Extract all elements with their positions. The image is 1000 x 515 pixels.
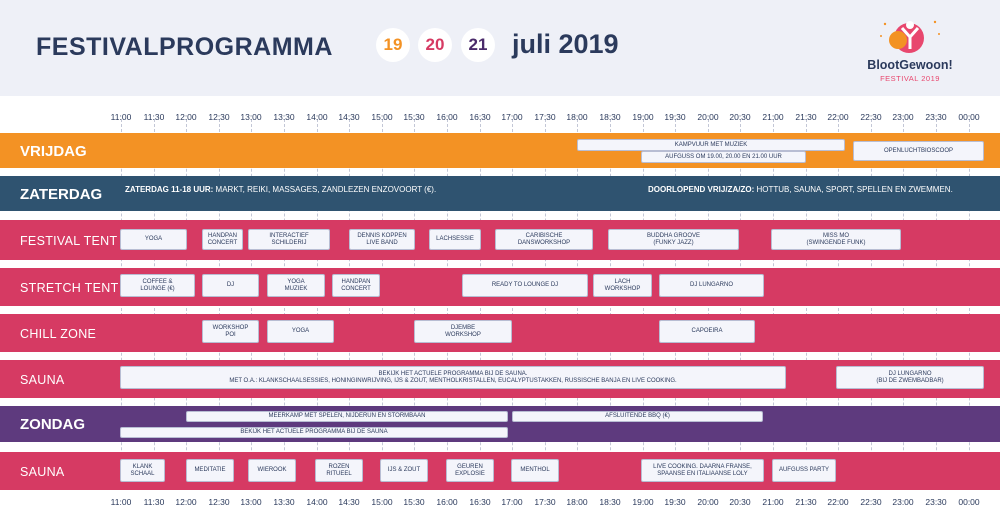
event-live-cooking[interactable]: LIVE COOKING. DAARNA FRANSE, SPAANSE EN ITALIAANSE LOLY [641, 459, 764, 482]
time-tick-bottom: 15:30 [403, 497, 425, 507]
event-sauna-programma-zondag[interactable]: BEKIJK HET ACTUELE PROGRAMMA BIJ DE SAUNA [120, 427, 508, 438]
event-klank-schaal[interactable]: KLANK SCHAAL [120, 459, 165, 482]
event-afsluitende-bbq[interactable]: AFSLUITENDE BBQ (€) [512, 411, 763, 422]
event-lach-workshop[interactable]: LACH WORKSHOP [593, 274, 652, 297]
event-interactief-schilderij[interactable]: INTERACTIEF SCHILDERIJ [248, 229, 330, 250]
event-menthol[interactable]: MENTHOL [511, 459, 559, 482]
time-tick-bottom: 20:30 [729, 497, 751, 507]
time-tick-top: 00:00 [958, 112, 980, 122]
time-tick-bottom: 11:30 [143, 497, 165, 507]
event-kampvuur[interactable]: KAMPVUUR MET MUZIEK [577, 139, 845, 151]
event-geuren-explosie[interactable]: GEUREN EXPLOSIE [446, 459, 494, 482]
doorlopend-note: DOORLOPEND VRIJ/ZA/ZO: HOTTUB, SAUNA, SPORT, SPELLEN EN ZWEMMEN. [648, 185, 953, 194]
event-djembe-workshop[interactable]: DJEMBE WORKSHOP [414, 320, 512, 343]
row-sauna-zondag [0, 452, 1000, 490]
time-tick-top: 22:30 [860, 112, 882, 122]
month-label: juli 2019 [512, 29, 619, 59]
event-dennis-koppen[interactable]: DENNIS KOPPEN LIVE BAND [349, 229, 415, 250]
time-tick-top: 19:00 [632, 112, 654, 122]
logo-name: BlootGewoon! [867, 58, 953, 72]
event-dj-lungarno[interactable]: DJ LUNGARNO [659, 274, 764, 297]
time-tick-top: 18:00 [566, 112, 588, 122]
time-tick-top: 12:00 [175, 112, 197, 122]
event-yoga-muziek[interactable]: YOGA MUZIEK [267, 274, 325, 297]
row-label: FESTIVAL TENT [20, 234, 118, 248]
row-sauna-zaterdag [0, 360, 1000, 398]
row-label: STRETCH TENT [20, 281, 119, 295]
event-dj-lungarno-zwembadbar[interactable]: DJ LUNGARNO (BIJ DE ZWEMBADBAR) [836, 366, 984, 389]
event-handpan-concert-2[interactable]: HANDPAN CONCERT [332, 274, 380, 297]
time-tick-bottom: 15:00 [371, 497, 393, 507]
time-tick-top: 14:30 [338, 112, 360, 122]
heart-figure-icon [855, 14, 965, 60]
time-tick-bottom: 11:00 [110, 497, 132, 507]
time-tick-top: 21:00 [762, 112, 784, 122]
time-tick-top: 23:30 [925, 112, 947, 122]
event-openluchtbioscoop[interactable]: OPENLUCHTBIOSCOOP [853, 141, 984, 161]
event-aufguss[interactable]: AUFGUSS OM 19.00, 20.00 EN 21.00 UUR [641, 151, 806, 163]
time-tick-top: 16:30 [469, 112, 491, 122]
time-tick-bottom: 12:00 [175, 497, 197, 507]
row-stretch-tent [0, 268, 1000, 306]
event-aufguss-party[interactable]: AUFGUSS PARTY [772, 459, 836, 482]
time-tick-top: 15:30 [403, 112, 425, 122]
row-label: ZATERDAG [20, 186, 103, 203]
row-label: VRIJDAG [20, 143, 87, 160]
day-19-badge: 19 [376, 28, 410, 62]
time-tick-top: 19:30 [664, 112, 686, 122]
time-tick-bottom: 20:00 [697, 497, 719, 507]
time-tick-top: 12:30 [208, 112, 230, 122]
event-dj[interactable]: DJ [202, 274, 259, 297]
event-coffee-lounge[interactable]: COFFEE & LOUNGE (€) [120, 274, 195, 297]
event-wierook[interactable]: WIEROOK [248, 459, 296, 482]
event-lachsessie[interactable]: LACHSESSIE [429, 229, 481, 250]
time-tick-top: 21:30 [795, 112, 817, 122]
time-tick-bottom: 14:30 [338, 497, 360, 507]
time-tick-bottom: 18:00 [566, 497, 588, 507]
time-tick-top: 23:00 [892, 112, 914, 122]
time-tick-bottom: 23:00 [892, 497, 914, 507]
time-tick-top: 11:00 [110, 112, 132, 122]
row-label: ZONDAG [20, 416, 85, 433]
time-tick-top: 11:30 [143, 112, 165, 122]
event-ready-to-lounge[interactable]: READY TO LOUNGE DJ [462, 274, 588, 297]
time-tick-top: 17:00 [501, 112, 523, 122]
festival-logo [855, 14, 965, 88]
event-meditatie[interactable]: MEDITATIE [186, 459, 234, 482]
time-tick-bottom: 19:00 [632, 497, 654, 507]
time-tick-bottom: 16:30 [469, 497, 491, 507]
event-rozen-ritueel[interactable]: ROZEN RITUEEL [315, 459, 363, 482]
time-tick-bottom: 17:00 [501, 497, 523, 507]
time-tick-top: 18:30 [599, 112, 621, 122]
time-tick-bottom: 21:30 [795, 497, 817, 507]
day-21-badge: 21 [461, 28, 495, 62]
event-caribische-dansworkshop[interactable]: CARIBISCHE DANSWORKSHOP [495, 229, 593, 250]
event-sauna-programma[interactable]: BEKIJK HET ACTUELE PROGRAMMA BIJ DE SAUNA. MET O.A.: KLANKSCHAALSESSIES, HONINGINWRIJVING, IJS & ZOUT, MENTHOLKRISTALLEN, EUCALYPTUSTAKKEN, RUSSISCHE BANJA EN LIVE COOKING. [120, 366, 786, 389]
event-buddha-groove[interactable]: BUDDHA GROOVE (FUNKY JAZZ) [608, 229, 739, 250]
row-zaterdag [0, 176, 1000, 211]
header [0, 0, 1000, 96]
day-20-badge: 20 [418, 28, 452, 62]
event-yoga-2[interactable]: YOGA [267, 320, 334, 343]
time-tick-bottom: 13:00 [240, 497, 262, 507]
row-zondag [0, 406, 1000, 442]
time-tick-bottom: 22:00 [827, 497, 849, 507]
time-tick-bottom: 00:00 [958, 497, 980, 507]
event-meerkamp[interactable]: MEERKAMP MET SPELEN, NIJDERUN EN STORMBAAN [186, 411, 508, 422]
page-title: FESTIVALPROGRAMMA [36, 33, 333, 61]
time-tick-bottom: 22:30 [860, 497, 882, 507]
time-tick-top: 22:00 [827, 112, 849, 122]
time-tick-bottom: 12:30 [208, 497, 230, 507]
row-festival-tent [0, 220, 1000, 260]
time-tick-bottom: 17:30 [534, 497, 556, 507]
time-tick-bottom: 16:00 [436, 497, 458, 507]
time-tick-top: 20:30 [729, 112, 751, 122]
time-tick-bottom: 18:30 [599, 497, 621, 507]
logo-subtitle: FESTIVAL 2019 [880, 74, 940, 83]
event-yoga[interactable]: YOGA [120, 229, 187, 250]
event-ijs-zout[interactable]: IJS & ZOUT [380, 459, 428, 482]
row-label: CHILL ZONE [20, 327, 97, 341]
row-chill-zone [0, 314, 1000, 352]
time-tick-top: 15:00 [371, 112, 393, 122]
row-label: SAUNA [20, 373, 65, 387]
time-tick-bottom: 23:30 [925, 497, 947, 507]
row-vrijdag [0, 133, 1000, 168]
time-tick-bottom: 19:30 [664, 497, 686, 507]
event-handpan-concert[interactable]: HANDPAN CONCERT [202, 229, 243, 250]
time-tick-bottom: 21:00 [762, 497, 784, 507]
time-tick-bottom: 13:30 [273, 497, 295, 507]
event-miss-mo[interactable]: MISS MO (SWINGENDE FUNK) [771, 229, 901, 250]
zaterdag-note: ZATERDAG 11-18 UUR: MARKT, REIKI, MASSAGES, ZANDLEZEN ENZOVOORT (€). [125, 185, 437, 194]
time-tick-top: 17:30 [534, 112, 556, 122]
time-tick-top: 14:00 [306, 112, 328, 122]
time-tick-top: 20:00 [697, 112, 719, 122]
event-workshop-poi[interactable]: WORKSHOP POI [202, 320, 259, 343]
event-capoeira[interactable]: CAPOEIRA [659, 320, 755, 343]
time-tick-bottom: 14:00 [306, 497, 328, 507]
time-tick-top: 13:30 [273, 112, 295, 122]
time-tick-top: 13:00 [240, 112, 262, 122]
time-tick-top: 16:00 [436, 112, 458, 122]
row-label: SAUNA [20, 465, 65, 479]
